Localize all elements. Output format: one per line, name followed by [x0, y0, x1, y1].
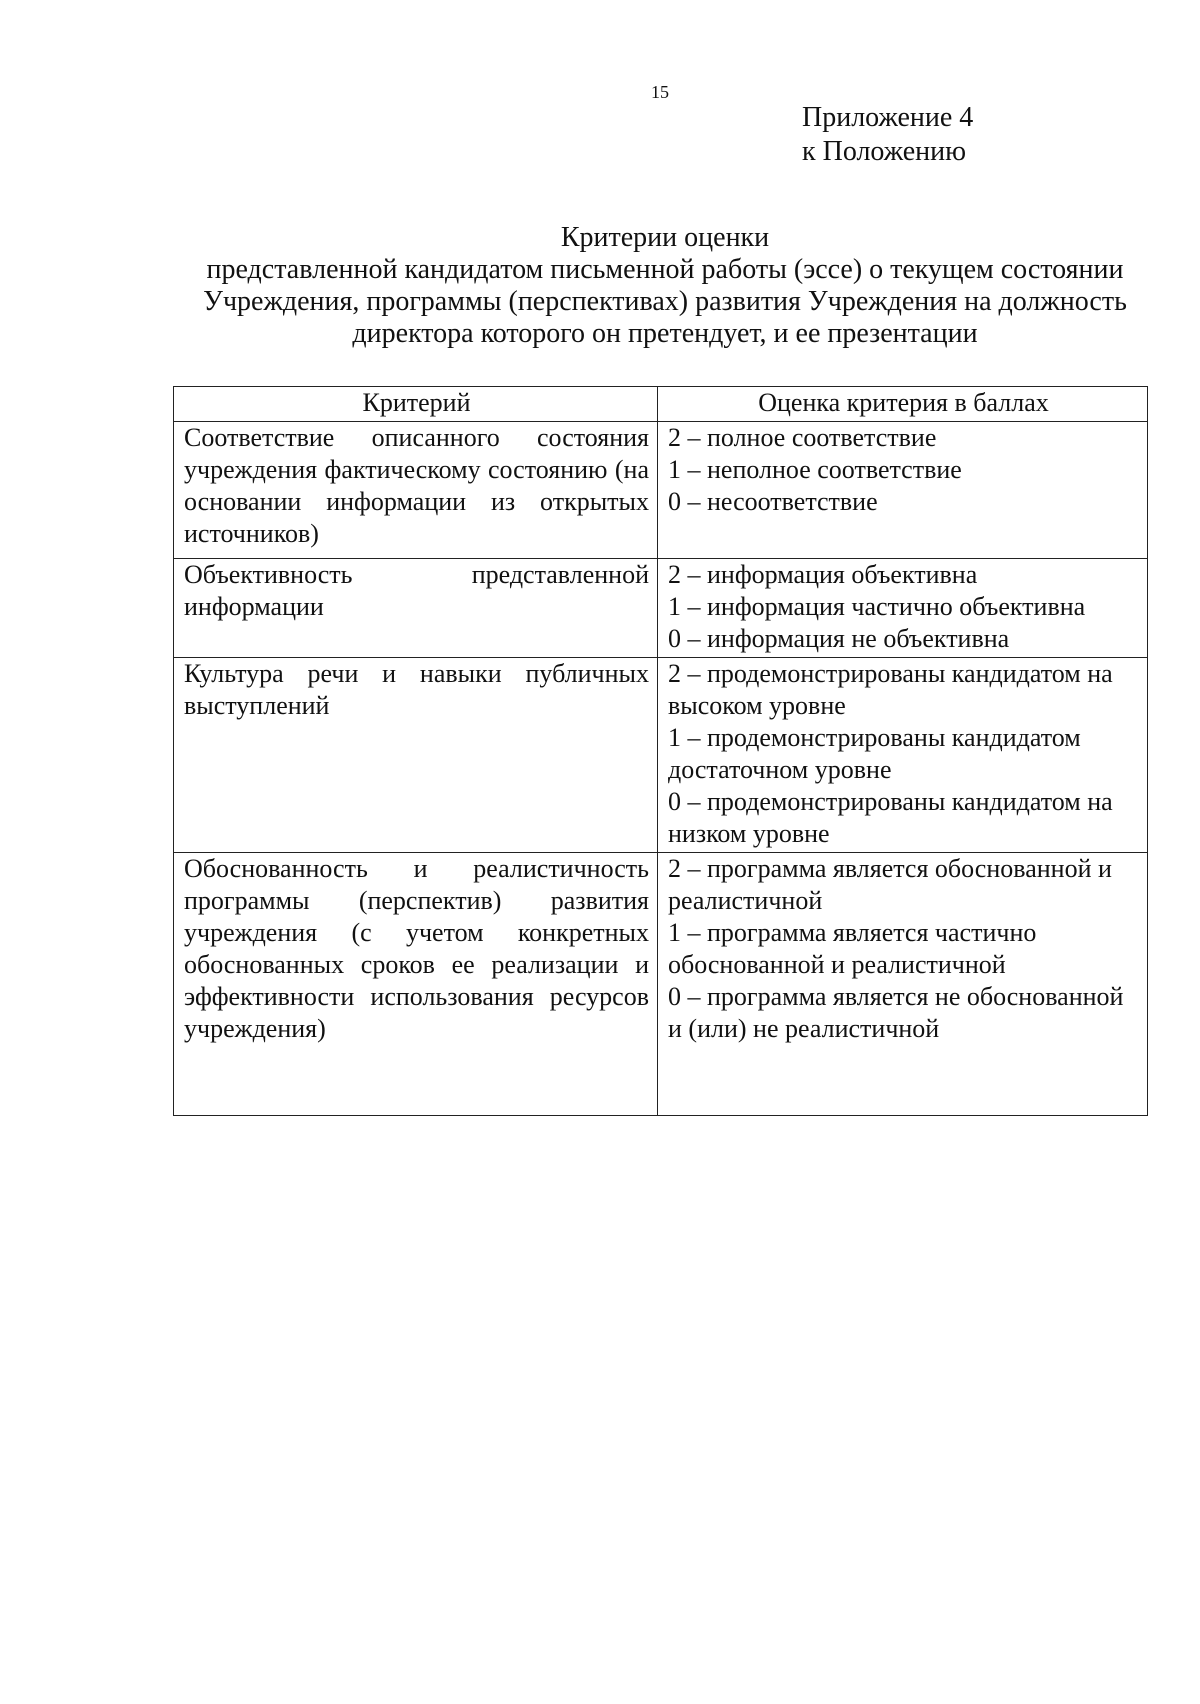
title-line: Критерии оценки [560, 222, 770, 253]
score-line: 2 – полное соответствие [668, 423, 937, 452]
table-row [174, 559, 1148, 658]
title-line: представленной кандидатом письменной работы (эссе) о текущем состоянии [206, 254, 1124, 285]
score-cell [658, 559, 1148, 658]
document-title [170, 222, 1160, 350]
score-cell [658, 853, 1148, 1116]
score-line: 2 – продемонстрированы кандидатом на высоком уровне [668, 659, 1113, 720]
appendix-line: Приложение 4 [802, 102, 974, 133]
score-line: 1 – информация частично объективна [668, 592, 1086, 621]
header-score: Оценка критерия в баллах [658, 387, 1148, 422]
criterion-text: Соответствие описанного состояния учреждения фактическому состоянию (на основании информации из открытых источников) [184, 423, 649, 548]
appendix-line: к Положению [802, 136, 967, 167]
title-line: Учреждения, программы (перспективах) развития Учреждения на должность [203, 286, 1127, 317]
table-row [174, 853, 1148, 1116]
score-line: 1 – продемонстрированы кандидатом достаточном уровне [668, 723, 1081, 784]
appendix-reference [802, 101, 973, 169]
header-criterion: Критерий [174, 387, 658, 422]
criteria-table [173, 386, 1148, 1116]
criterion-text: Объективность представленной информации [184, 560, 649, 621]
score-line: 2 – программа является обоснованной и реалистичной [668, 854, 1112, 915]
criterion-cell [174, 559, 658, 658]
table-header-row [174, 387, 1148, 422]
page-number: 15 [651, 82, 669, 102]
criterion-text: Обоснованность и реалистичность программы (перспектив) развития учреждения (с учетом конкретных обоснованных сроков ее реализации и эффективности использования ресурсов учреждения) [184, 854, 649, 1043]
score-line: 0 – информация не объективна [668, 624, 1010, 653]
criterion-cell [174, 422, 658, 559]
score-line: 1 – программа является частично обоснованной и реалистичной [668, 918, 1037, 979]
score-cell [658, 658, 1148, 853]
criterion-cell [174, 853, 658, 1116]
score-line: 2 – информация объективна [668, 560, 978, 589]
score-cell [658, 422, 1148, 559]
criterion-cell [174, 658, 658, 853]
score-line: 0 – продемонстрированы кандидатом на низком уровне [668, 787, 1113, 848]
score-line: 0 – программа является не обоснованной и (или) не реалистичной [668, 982, 1124, 1043]
score-line: 0 – несоответствие [668, 487, 878, 516]
score-line: 1 – неполное соответствие [668, 455, 962, 484]
table-row [174, 658, 1148, 853]
table-row [174, 422, 1148, 559]
criterion-text: Культура речи и навыки публичных выступлений [184, 659, 649, 720]
title-line: директора которого он претендует, и ее презентации [352, 318, 978, 349]
